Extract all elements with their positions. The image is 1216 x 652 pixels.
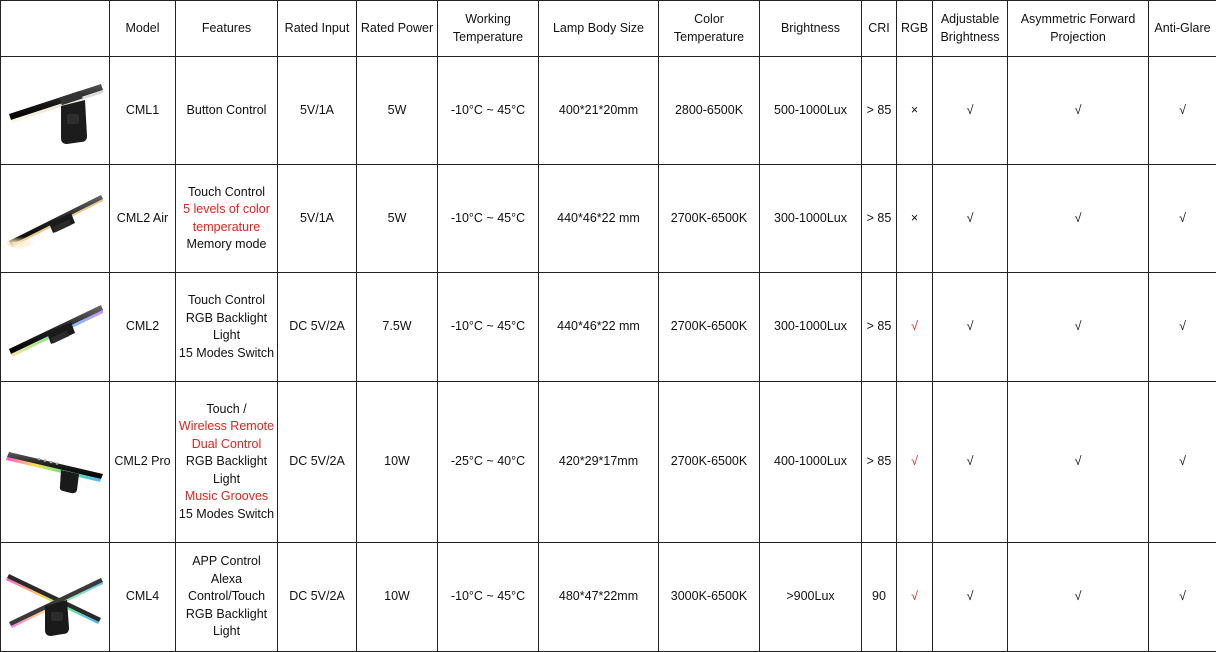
monitor-light-cml2-image (5, 287, 105, 367)
feature-line: Touch Control (178, 184, 275, 202)
feature-line: Touch Control (178, 292, 275, 310)
header-features: Features (176, 1, 278, 57)
header-model: Model (110, 1, 176, 57)
header-asymmetric-forward-projection: Asymmetric Forward Projection (1008, 1, 1149, 57)
color-temperature-cell: 2700K-6500K (659, 273, 760, 382)
feature-line: Button Control (178, 102, 275, 120)
header-lamp-body-size: Lamp Body Size (539, 1, 659, 57)
header-rated-input: Rated Input (278, 1, 357, 57)
anti-glare-cell: √ (1149, 165, 1216, 273)
asymmetric-forward-projection-cell: √ (1008, 273, 1149, 382)
feature-line-highlight: Music Grooves (178, 488, 275, 506)
model-cell: CML2 (110, 273, 176, 382)
header-image (1, 1, 110, 57)
product-image-cell (1, 57, 110, 165)
model-cell: CML2 Air (110, 165, 176, 273)
anti-glare-cell: √ (1149, 273, 1216, 382)
rated-input-cell: DC 5V/2A (278, 543, 357, 652)
monitor-light-cml2-air-image (5, 179, 105, 259)
working-temperature-cell: -25°C ~ 40°C (438, 382, 539, 543)
rated-power-cell: 7.5W (357, 273, 438, 382)
header-color-temperature: Color Temperature (659, 1, 760, 57)
model-cell: CML4 (110, 543, 176, 652)
rated-input-cell: 5V/1A (278, 165, 357, 273)
feature-line-highlight: 5 levels of color temperature (178, 201, 275, 236)
features-cell (176, 273, 278, 382)
brightness-cell: 300-1000Lux (760, 165, 862, 273)
adjustable-brightness-cell: √ (933, 382, 1008, 543)
rated-power-cell: 10W (357, 543, 438, 652)
rgb-cell: × (897, 57, 933, 165)
lamp-body-size-cell: 480*47*22mm (539, 543, 659, 652)
asymmetric-forward-projection-cell: √ (1008, 382, 1149, 543)
anti-glare-cell: √ (1149, 57, 1216, 165)
product-image-cell (1, 382, 110, 543)
rated-input-cell: DC 5V/2A (278, 382, 357, 543)
color-temperature-cell: 2700K-6500K (659, 165, 760, 273)
header-adjustable-brightness: Adjustable Brightness (933, 1, 1008, 57)
monitor-light-cml4-image (5, 552, 105, 642)
feature-line: 15 Modes Switch (178, 345, 275, 363)
product-image-cell (1, 165, 110, 273)
cri-cell: > 85 (862, 273, 897, 382)
header-row (1, 1, 1216, 57)
lamp-body-size-cell: 420*29*17mm (539, 382, 659, 543)
header-cri: CRI (862, 1, 897, 57)
feature-line: Touch / (178, 401, 275, 419)
features-cell (176, 543, 278, 652)
features-cell (176, 382, 278, 543)
rated-power-cell: 5W (357, 57, 438, 165)
rated-input-cell: DC 5V/2A (278, 273, 357, 382)
brightness-cell: >900Lux (760, 543, 862, 652)
cri-cell: > 85 (862, 165, 897, 273)
anti-glare-cell: √ (1149, 382, 1216, 543)
rated-power-cell: 10W (357, 382, 438, 543)
header-rated-power: Rated Power (357, 1, 438, 57)
model-cell: CML1 (110, 57, 176, 165)
lamp-body-size-cell: 440*46*22 mm (539, 165, 659, 273)
asymmetric-forward-projection-cell: √ (1008, 165, 1149, 273)
color-temperature-cell: 2700K-6500K (659, 382, 760, 543)
rgb-cell: √ (897, 382, 933, 543)
working-temperature-cell: -10°C ~ 45°C (438, 543, 539, 652)
rated-input-cell: 5V/1A (278, 57, 357, 165)
anti-glare-cell: √ (1149, 543, 1216, 652)
table-row (1, 382, 1216, 543)
feature-line-highlight: Wireless Remote Dual Control (178, 418, 275, 453)
table-row (1, 543, 1216, 652)
adjustable-brightness-cell: √ (933, 57, 1008, 165)
brightness-cell: 300-1000Lux (760, 273, 862, 382)
feature-line: Alexa Control/Touch (178, 571, 275, 606)
color-temperature-cell: 3000K-6500K (659, 543, 760, 652)
product-image-cell (1, 273, 110, 382)
features-cell (176, 165, 278, 273)
adjustable-brightness-cell: √ (933, 273, 1008, 382)
cri-cell: > 85 (862, 57, 897, 165)
asymmetric-forward-projection-cell: √ (1008, 543, 1149, 652)
feature-line: 15 Modes Switch (178, 506, 275, 524)
table-row (1, 273, 1216, 382)
rgb-cell: √ (897, 273, 933, 382)
rgb-cell: × (897, 165, 933, 273)
working-temperature-cell: -10°C ~ 45°C (438, 57, 539, 165)
working-temperature-cell: -10°C ~ 45°C (438, 165, 539, 273)
brightness-cell: 500-1000Lux (760, 57, 862, 165)
rated-power-cell: 5W (357, 165, 438, 273)
rgb-cell: √ (897, 543, 933, 652)
adjustable-brightness-cell: √ (933, 543, 1008, 652)
header-working-temperature: Working Temperature (438, 1, 539, 57)
header-rgb: RGB (897, 1, 933, 57)
feature-line: Memory mode (178, 236, 275, 254)
working-temperature-cell: -10°C ~ 45°C (438, 273, 539, 382)
cri-cell: > 85 (862, 382, 897, 543)
lamp-body-size-cell: 400*21*20mm (539, 57, 659, 165)
monitor-light-cml2-pro-image (5, 422, 105, 502)
model-cell: CML2 Pro (110, 382, 176, 543)
lamp-body-size-cell: 440*46*22 mm (539, 273, 659, 382)
feature-line: RGB Backlight Light (178, 453, 275, 488)
header-brightness: Brightness (760, 1, 862, 57)
brightness-cell: 400-1000Lux (760, 382, 862, 543)
adjustable-brightness-cell: √ (933, 165, 1008, 273)
table-row (1, 57, 1216, 165)
color-temperature-cell: 2800-6500K (659, 57, 760, 165)
feature-line: RGB Backlight Light (178, 606, 275, 641)
header-anti-glare: Anti-Glare (1149, 1, 1216, 57)
cri-cell: 90 (862, 543, 897, 652)
feature-line: RGB Backlight Light (178, 310, 275, 345)
table-row (1, 165, 1216, 273)
monitor-light-cml1-image (5, 66, 105, 156)
features-cell (176, 57, 278, 165)
product-image-cell (1, 543, 110, 652)
feature-line: APP Control (178, 553, 275, 571)
asymmetric-forward-projection-cell: √ (1008, 57, 1149, 165)
